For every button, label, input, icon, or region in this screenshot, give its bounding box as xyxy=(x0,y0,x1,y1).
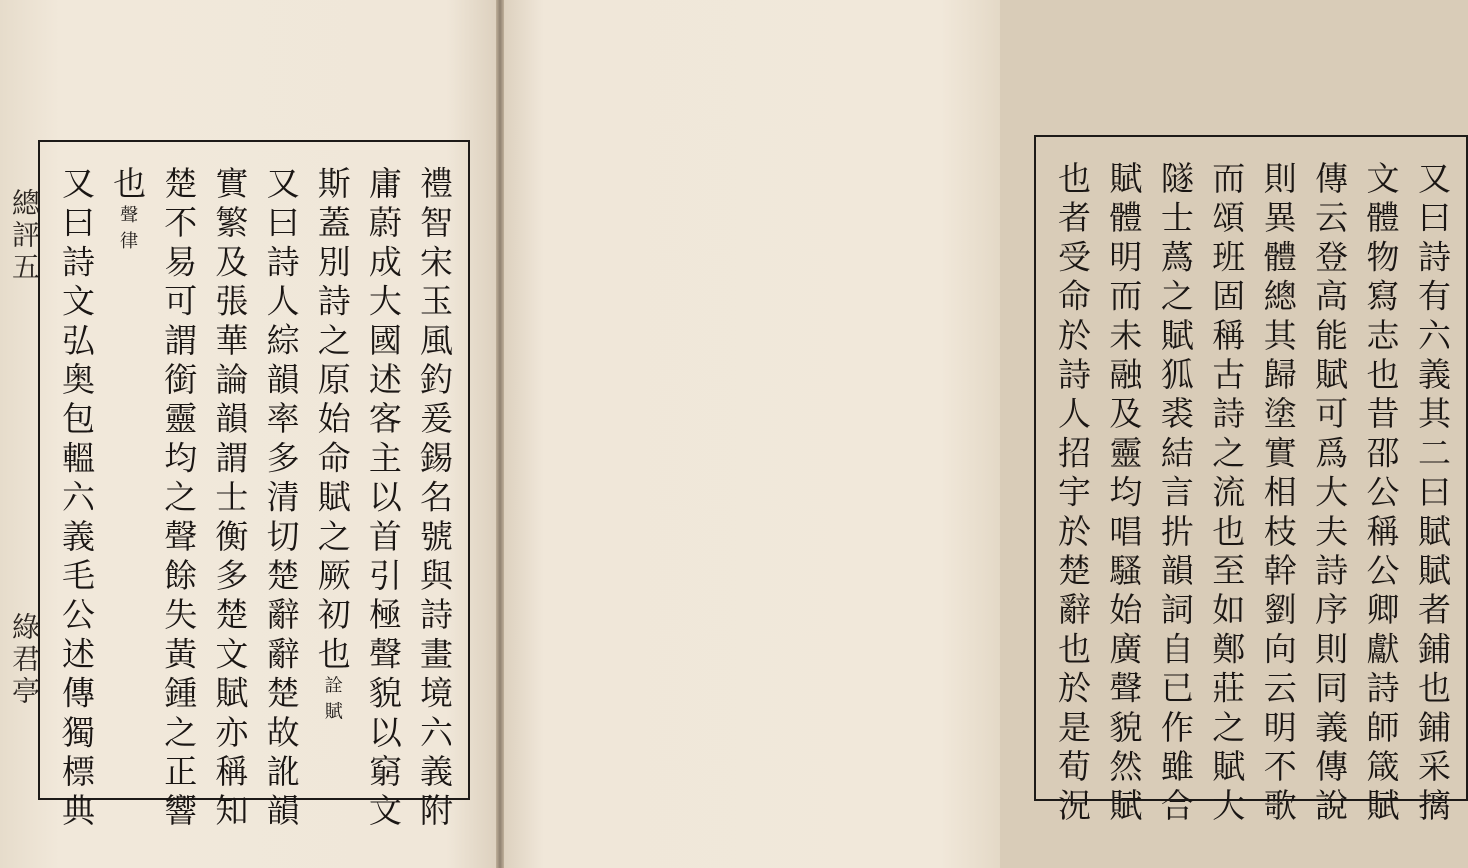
book-gutter xyxy=(496,0,504,868)
left-page xyxy=(0,0,496,868)
column-text: 斯蓋別詩之原始命賦之厥初也 xyxy=(312,166,352,676)
column-text: 也 xyxy=(108,166,148,206)
text-column xyxy=(1155,161,1195,828)
column-text: 實繁及張華論韻謂士衡多楚文賦亦稱知 xyxy=(210,166,250,833)
column-text: 賦體明而未融及靈均唱騷始廣聲貌然賦 xyxy=(1104,161,1144,828)
column-text: 又曰詩人綜韻率多清切楚辭辭楚故訛韻 xyxy=(261,166,301,833)
column-text: 而頌班固稱古詩之流也至如鄭莊之賦大 xyxy=(1207,161,1247,828)
text-column xyxy=(1103,161,1144,828)
right-text-frame xyxy=(1034,135,1468,828)
text-column xyxy=(363,166,403,833)
text-column xyxy=(1309,161,1350,828)
left-text-columns xyxy=(40,142,468,833)
column-text: 又曰詩有六義其二曰賦賦者鋪也鋪采摛 xyxy=(1412,161,1452,828)
text-column xyxy=(1258,161,1298,828)
column-text: 庸蔚成大國述客主以首引極聲貌以窮文 xyxy=(363,166,403,833)
text-column xyxy=(1412,161,1452,828)
publisher-label: 綠君亭 xyxy=(8,612,41,708)
right-text-columns xyxy=(1036,137,1466,828)
column-text: 文體物寫志也昔邵公稱公卿獻詩師箴賦 xyxy=(1361,161,1401,828)
text-column xyxy=(1361,161,1401,828)
text-column xyxy=(261,166,301,833)
section-label: 總評五 xyxy=(8,188,41,284)
text-column xyxy=(1206,161,1247,828)
column-text: 也者受命於詩人招宇於楚辭也於是荀況 xyxy=(1053,161,1092,828)
text-column xyxy=(312,166,352,778)
text-column xyxy=(209,166,250,833)
interlinear-note: 詮賦 xyxy=(321,675,343,728)
column-text: 楚不易可謂銜靈均之聲餘失黃鍾之正響 xyxy=(159,166,199,833)
left-text-frame xyxy=(38,140,470,833)
column-text: 又曰詩文弘奥包轀六義毛公述傳獨標典 xyxy=(57,166,96,833)
text-column xyxy=(158,166,199,833)
interlinear-note: 聲律 xyxy=(117,205,139,258)
text-column xyxy=(414,166,454,833)
text-column xyxy=(1052,161,1092,828)
column-text: 則異體總其歸塗實相枝幹劉向云明不歌 xyxy=(1258,161,1298,828)
right-page xyxy=(504,0,1452,868)
text-column xyxy=(107,166,147,778)
column-text: 隧士蔿之賦狐裘結言扸韻詞自已作雖合 xyxy=(1155,161,1195,828)
text-column xyxy=(56,166,96,833)
column-text: 禮智宋玉風釣爰錫名號與詩畫境六義附 xyxy=(414,166,454,833)
column-text: 傳云登高能賦可爲大夫詩序則同義傳說 xyxy=(1310,161,1350,828)
